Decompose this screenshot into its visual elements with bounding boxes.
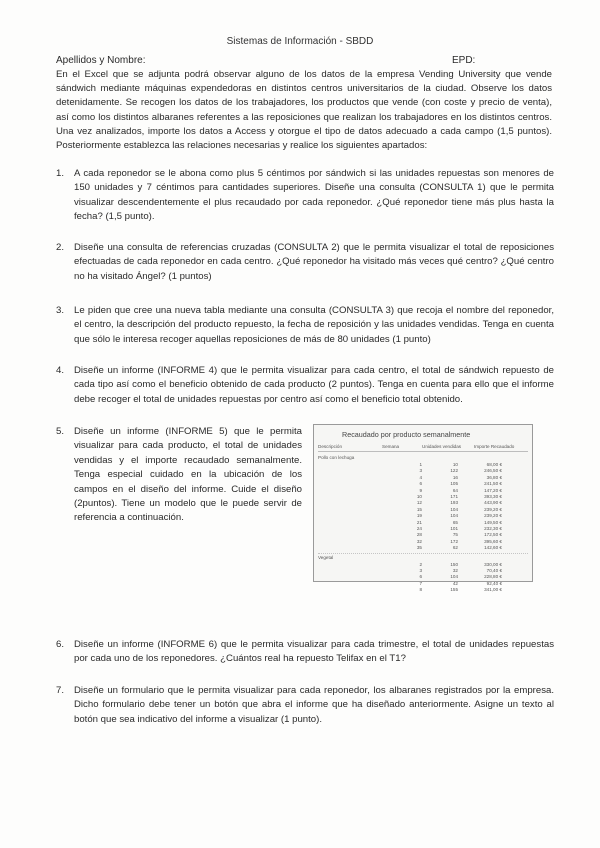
report-cell-amount: 228,80 € [484, 574, 502, 580]
report-cell-amount: 241,50 € [484, 481, 502, 487]
handwritten-note: ¿Cuántos real ha repuesto Telifax en el T1? [220, 653, 406, 665]
report-col-header: Descripción [318, 444, 342, 449]
report-example-image [313, 424, 533, 593]
question-text: Diseñe un formulario que le permita visualizar para cada reponedor, los albaranes registrados por la empresa. Dicho formulario debe tener un botón que abra el informe que ha diseñado anteriormente. Asigne un texto al botón que sea indicativo del informe a visualizar (1 punto). [74, 685, 554, 725]
report-cell-week: 6 [419, 481, 422, 487]
question-3 [56, 304, 554, 347]
question-number: 2. [56, 242, 65, 253]
epd-label: EPD: [452, 55, 476, 66]
report-cell-units: 171 [450, 494, 458, 499]
report-cell-amount: 443,90 € [484, 500, 502, 506]
report-cell-units: 150 [450, 561, 458, 567]
report-cell-units: 16 [452, 474, 458, 480]
report-cell-amount: 246,50 € [484, 468, 502, 474]
report-cell-units: 10 [452, 462, 458, 467]
report-header-row [318, 443, 528, 452]
report-cell-week: 3 [419, 468, 422, 474]
question-text: Diseñe un informe (INFORME 4) que le permita visualizar para cada centro, el total de sándwich repuesto de cada tipo así como el beneficio obtenido de cada producto (2 puntos). Tenga en cuenta para ello que el informe debe recoger el total de unidades repuestas por centro así como el beneficio total obtenido. [74, 365, 554, 405]
report-cell-units: 64 [452, 487, 458, 493]
report-cell-units: 104 [450, 574, 458, 580]
report-col-header: Importe Recaudado [474, 444, 515, 449]
page-title: Sistemas de Información - SBDD [226, 36, 374, 47]
report-cell-week: 2 [419, 561, 422, 567]
question-6 [56, 638, 554, 667]
report-cell-units: 101 [450, 526, 458, 531]
report-cell-week: 35 [416, 545, 422, 551]
report-col-header: Semana [382, 444, 400, 449]
report-cell-units: 105 [450, 481, 458, 487]
question-number: 7. [56, 685, 65, 696]
report-group-separator [318, 553, 528, 554]
report-cell-amount: 393,30 € [484, 494, 502, 499]
question-number: 5. [56, 426, 65, 437]
report-cell-week: 32 [416, 538, 422, 544]
report-cell-week: 3 [419, 568, 422, 573]
report-group-label: Vegetal [318, 554, 334, 560]
report-cell-week: 1 [419, 462, 422, 467]
intro-paragraph: En el Excel que se adjunta podrá observar alguno de los datos de la empresa Vending University que vende sándwich mediante máquinas expendedoras en distintos centros universitarios de la ciudad. Observe los datos detenidamente. Se recogen los datos de los trabajadores, los productos que vende (con coste y precio de venta), así como los distintos albaranes referentes a las reposiciones que realizan los trabajadores en los distintos centros. Una vez analizados, importe los datos a Access y otorgue el tipo de datos adecuado a cada campo (1,5 puntos). Posteriormente establezca las relaciones necesarias y realice los siguientes apartados: [56, 69, 552, 152]
question-number: 6. [56, 639, 65, 650]
report-row [314, 545, 532, 552]
question-number: 3. [56, 305, 65, 316]
report-cell-amount: 232,30 € [484, 526, 502, 531]
report-cell-amount: 239,20 € [484, 506, 502, 512]
report-cell-week: 9 [419, 487, 422, 493]
report-row [314, 587, 532, 594]
name-label: Apellidos y Nombre: [56, 55, 146, 66]
report-cell-units: 122 [450, 468, 458, 474]
report-cell-units: 32 [452, 568, 458, 573]
report-title: Recaudado por producto semanalmente [342, 430, 471, 439]
question-text: Diseñe una consulta de referencias cruzadas (CONSULTA 2) que le permita visualizar el total de reposiciones efectuadas de cada reponedor en cada centro. ¿Qué reponedor ha visitado más veces qué centro? ¿Qué centro no ha visitado Ángel? (1 puntos) [74, 242, 554, 282]
question-text: Diseñe un informe (INFORME 5) que le permita visualizar para cada producto, el total de unidades vendidas y el importe recaudado semanalmente. Tenga especial cuidado en la ubicación de los campos en el diseño del informe. Cuide el diseño (2puntos). Tiene un modelo que le puede servir de referencia a continuación. [74, 426, 302, 524]
question-1 [56, 167, 554, 225]
report-cell-units: 193 [450, 500, 458, 506]
report-cell-week: 8 [419, 587, 422, 593]
report-cell-amount: 149,50 € [484, 519, 502, 525]
report-cell-units: 104 [450, 513, 458, 519]
report-cell-units: 155 [450, 587, 458, 593]
question-text: Diseñe un informe (INFORME 6) que le permita visualizar para cada trimestre, el total de unidades repuestas por cada uno de los reponedores. [74, 639, 554, 665]
report-cell-week: 24 [416, 526, 422, 531]
report-cell-units: 62 [452, 545, 458, 551]
report-cell-amount: 239,20 € [484, 513, 502, 519]
question-text: A cada reponedor se le abona como plus 5 céntimos por sándwich si las unidades repuestas son menores de 150 unidades y 7 céntimos para cantidades superiores. Diseñe una consulta (CONSULTA 1) que le permita visualizar descendentemente el plus recaudado por cada reponedor. ¿Qué reponedor tiene más plus hasta la fecha? (1,5 punto). [74, 168, 554, 223]
report-cell-amount: 92,40 € [486, 580, 502, 586]
report-cell-week: 15 [416, 506, 422, 512]
report-cell-week: 4 [419, 474, 422, 480]
report-cell-units: 42 [452, 580, 458, 586]
question-4 [56, 364, 554, 407]
report-cell-amount: 147,20 € [484, 487, 502, 493]
report-cell-amount: 330,00 € [484, 561, 502, 567]
report-cell-amount: 36,80 € [486, 474, 502, 480]
question-number: 4. [56, 365, 65, 376]
report-cell-amount: 341,00 € [484, 587, 502, 593]
report-cell-week: 10 [416, 494, 422, 499]
report-cell-units: 75 [452, 532, 458, 538]
report-cell-week: 12 [416, 500, 422, 506]
question-2 [56, 241, 554, 284]
question-text: Le piden que cree una nueva tabla mediante una consulta (CONSULTA 3) que recoja el nombre del reponedor, el centro, la descripción del producto repuesto, la fecha de reposición y las unidades vendidas. Tenga en cuenta que sólo le interesa recoger aquellas reposiciones de más de 80 unidades (1 punto) [74, 305, 554, 345]
question-number: 1. [56, 168, 65, 179]
report-cell-amount: 70,40 € [486, 568, 502, 573]
report-cell-week: 7 [419, 580, 422, 586]
report-cell-week: 6 [419, 574, 422, 580]
report-cell-amount: 172,50 € [484, 532, 502, 538]
report-cell-week: 28 [416, 532, 422, 538]
report-cell-amount: 68,00 € [486, 462, 502, 467]
report-cell-units: 104 [450, 506, 458, 512]
report-cell-units: 65 [452, 519, 458, 525]
report-cell-week: 19 [416, 513, 422, 519]
report-col-header: Unidades vendidas [422, 444, 462, 449]
report-cell-units: 172 [450, 538, 458, 544]
report-group-label: Pollo con lechuga [318, 455, 355, 460]
report-cell-amount: 142,60 € [484, 545, 502, 551]
report-cell-week: 21 [416, 519, 422, 525]
report-cell-amount: 395,60 € [484, 538, 502, 544]
question-7 [56, 684, 554, 727]
